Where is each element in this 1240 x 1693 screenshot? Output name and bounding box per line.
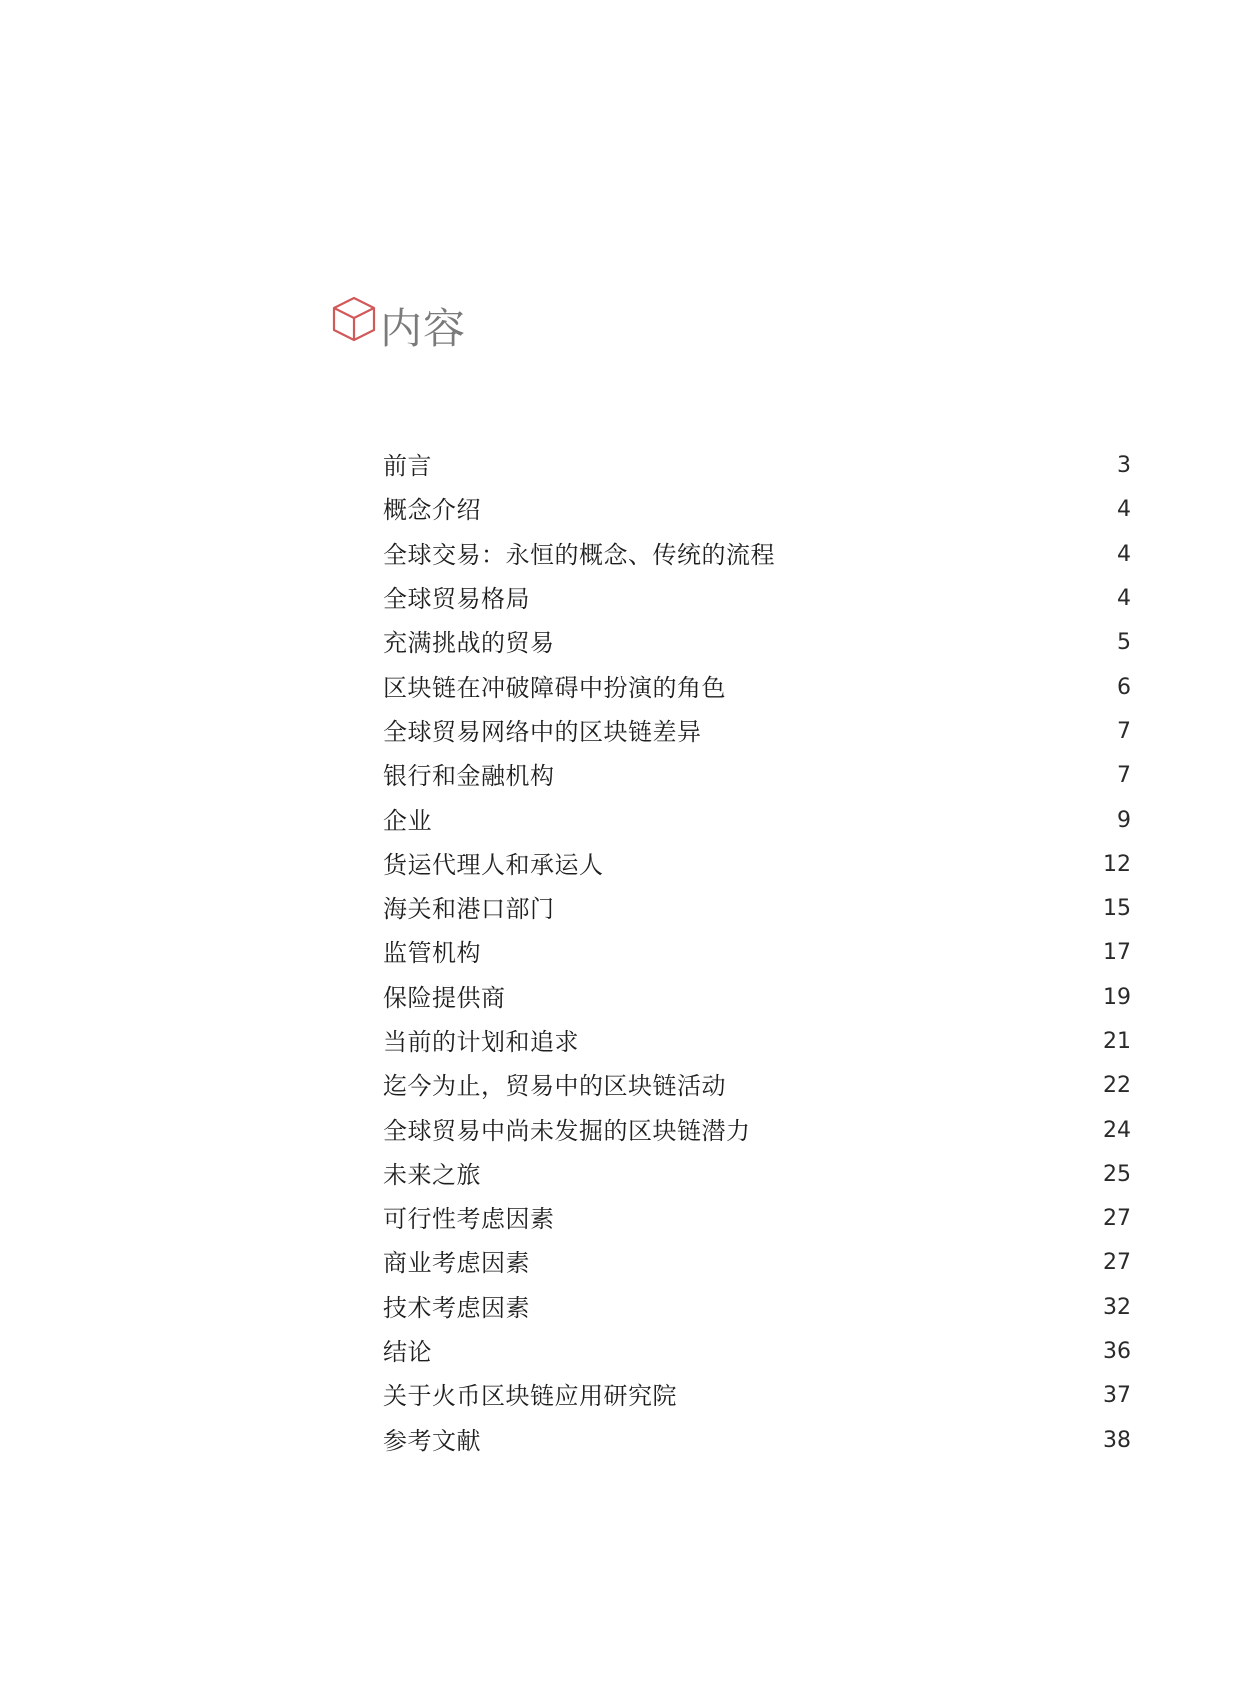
toc-entry-label: 企业 — [383, 806, 432, 835]
toc-entry[interactable] — [383, 1020, 1131, 1064]
toc-entry[interactable] — [383, 754, 1131, 798]
toc-entry-page-number: 4 — [1117, 586, 1131, 612]
toc-entry-page-number: 9 — [1117, 807, 1131, 833]
toc-entry-label: 迄今为止，贸易中的区块链活动 — [383, 1072, 726, 1101]
toc-entry[interactable] — [383, 1419, 1131, 1463]
toc-entry-label: 区块链在冲破障碍中扮演的角色 — [383, 673, 726, 702]
toc-entry[interactable] — [383, 444, 1131, 488]
toc-entry[interactable] — [383, 577, 1131, 621]
toc-entry-page-number: 3 — [1117, 453, 1131, 479]
toc-entry-label: 关于火币区块链应用研究院 — [383, 1382, 677, 1411]
toc-entry-page-number: 27 — [1103, 1250, 1131, 1276]
toc-entry-label: 海关和港口部门 — [383, 895, 555, 924]
toc-entry-label: 前言 — [383, 452, 432, 481]
toc-entry-label: 银行和金融机构 — [383, 762, 555, 791]
page-title: 内容 — [380, 304, 467, 353]
toc-entry-label: 参考文献 — [383, 1426, 481, 1455]
toc-entry-page-number: 25 — [1103, 1161, 1131, 1187]
toc-entry-page-number: 24 — [1103, 1117, 1131, 1143]
toc-entry-label: 未来之旅 — [383, 1160, 481, 1189]
toc-entry[interactable] — [383, 1108, 1131, 1152]
toc-entry-label: 全球贸易格局 — [383, 585, 530, 614]
toc-entry[interactable] — [383, 843, 1131, 887]
toc-entry-label: 概念介绍 — [383, 496, 481, 525]
toc-entry-label: 全球贸易网络中的区块链差异 — [383, 717, 702, 746]
toc-entry[interactable] — [383, 1241, 1131, 1285]
cube-icon — [330, 292, 378, 348]
toc-entry-label: 保险提供商 — [383, 983, 506, 1012]
toc-entry-label: 商业考虑因素 — [383, 1249, 530, 1278]
toc-entry[interactable] — [383, 1286, 1131, 1330]
toc-entry-page-number: 5 — [1117, 630, 1131, 656]
toc-entry-page-number: 38 — [1103, 1427, 1131, 1453]
toc-entry[interactable] — [383, 798, 1131, 842]
toc-entry-page-number: 22 — [1103, 1073, 1131, 1099]
toc-entry[interactable] — [383, 887, 1131, 931]
toc-entry-page-number: 15 — [1103, 896, 1131, 922]
toc-entry[interactable] — [383, 1064, 1131, 1108]
toc-entry-page-number: 7 — [1117, 763, 1131, 789]
toc-entry-page-number: 4 — [1117, 497, 1131, 523]
toc-entry-page-number: 4 — [1117, 541, 1131, 567]
toc-entry-label: 充满挑战的贸易 — [383, 629, 555, 658]
toc-entry[interactable] — [383, 1374, 1131, 1418]
toc-entry-page-number: 6 — [1117, 674, 1131, 700]
toc-entry-label: 货运代理人和承运人 — [383, 850, 604, 879]
toc-entry-page-number: 7 — [1117, 718, 1131, 744]
toc-entry-page-number: 32 — [1103, 1294, 1131, 1320]
toc-entry-label: 当前的计划和追求 — [383, 1028, 579, 1056]
toc-entry[interactable] — [383, 1197, 1131, 1241]
toc-entry-label: 结论 — [383, 1338, 432, 1367]
toc-entry-label: 可行性考虑因素 — [383, 1205, 555, 1234]
table-of-contents — [383, 444, 1131, 1463]
toc-entry[interactable] — [383, 1153, 1131, 1197]
toc-entry[interactable] — [383, 976, 1131, 1020]
toc-entry-page-number: 21 — [1103, 1029, 1131, 1054]
toc-entry-page-number: 27 — [1103, 1206, 1131, 1232]
toc-entry-page-number: 12 — [1103, 851, 1131, 877]
toc-heading — [330, 298, 467, 353]
toc-entry[interactable] — [383, 665, 1131, 709]
toc-entry-page-number: 19 — [1103, 984, 1131, 1010]
toc-entry[interactable] — [383, 621, 1131, 665]
toc-entry-page-number: 37 — [1103, 1383, 1131, 1409]
toc-entry[interactable] — [383, 931, 1131, 975]
toc-entry[interactable] — [383, 1330, 1131, 1374]
toc-entry[interactable] — [383, 488, 1131, 532]
toc-entry-label: 技术考虑因素 — [383, 1293, 530, 1322]
toc-entry-label: 监管机构 — [383, 939, 481, 968]
toc-entry-label: 全球交易：永恒的概念、传统的流程 — [383, 540, 775, 569]
toc-entry[interactable] — [383, 533, 1131, 577]
toc-entry-label: 全球贸易中尚未发掘的区块链潜力 — [383, 1116, 751, 1145]
toc-entry[interactable] — [383, 710, 1131, 754]
toc-entry-page-number: 36 — [1103, 1339, 1131, 1365]
toc-entry-page-number: 17 — [1103, 940, 1131, 966]
